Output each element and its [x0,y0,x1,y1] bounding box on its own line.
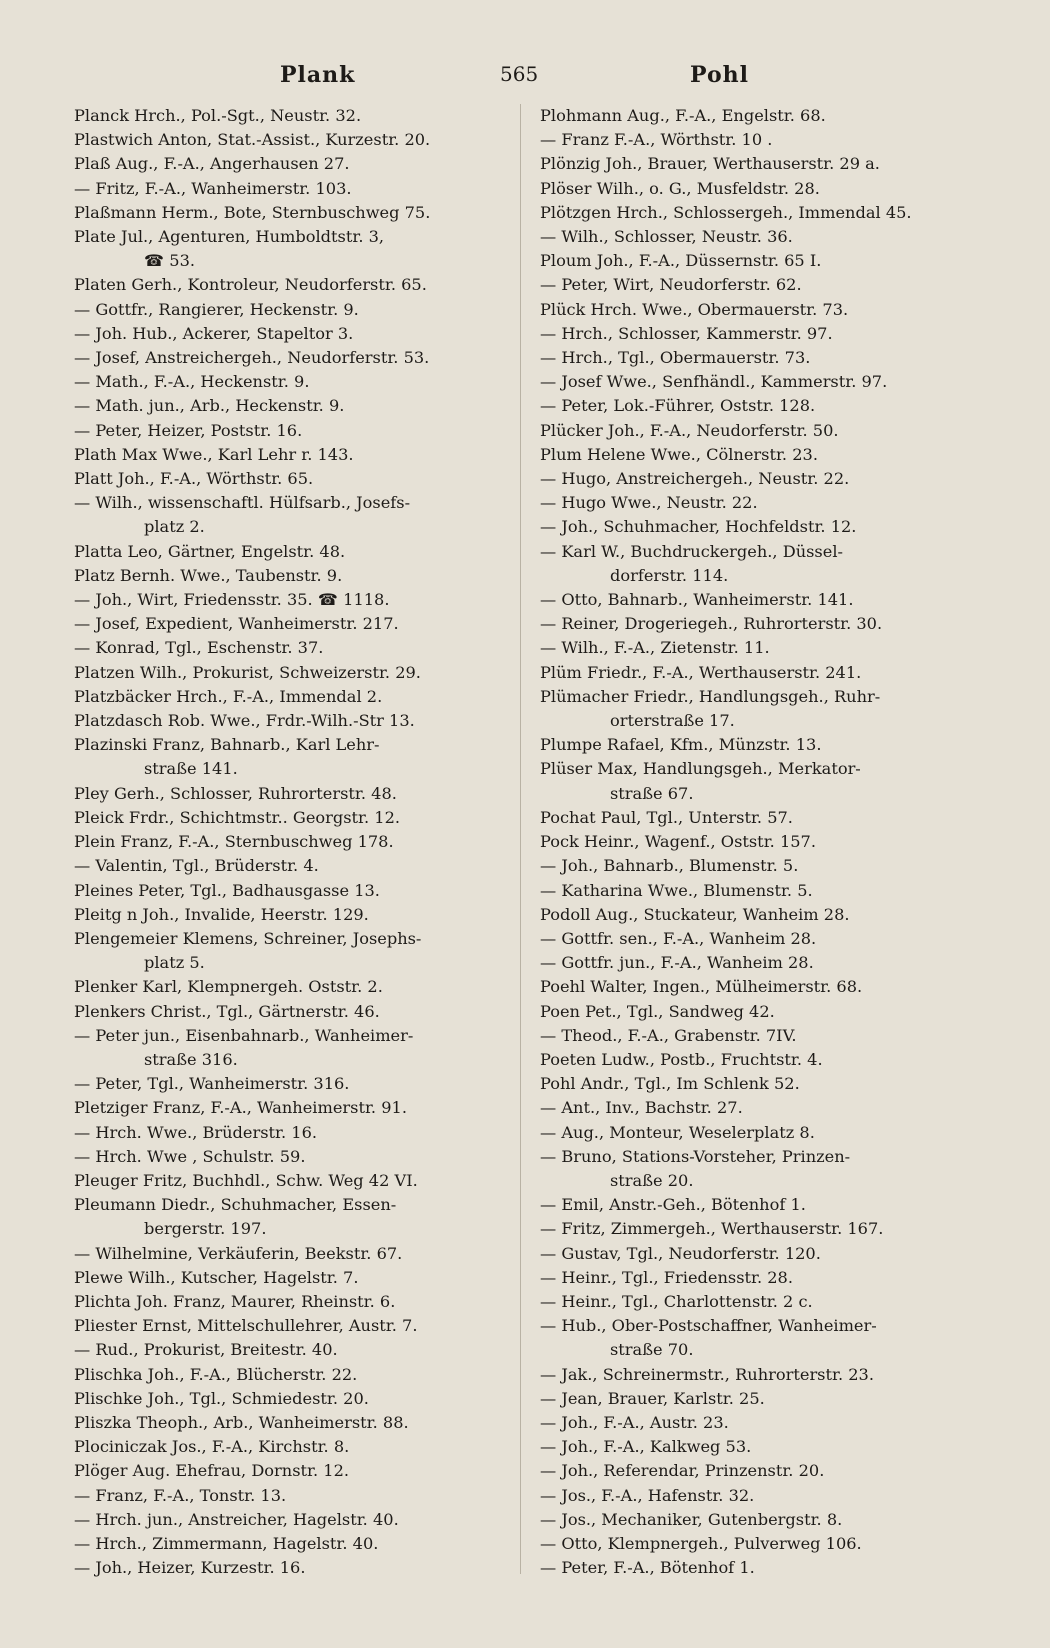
directory-entry: — Heinr., Tgl., Charlottenstr. 2 c. [540,1291,813,1311]
directory-entry: — Math., F.-A., Heckenstr. 9. [74,372,310,392]
directory-entry: — Hrch., Schlosser, Kammerstr. 97. [540,323,833,343]
directory-entry: — Joh., Wirt, Friedensstr. 35. ☎ 1118. [74,590,390,610]
directory-entry: Plischka Joh., F.-A., Blücherstr. 22. [74,1364,358,1384]
directory-entry: — Joh., F.-A., Kalkweg 53. [540,1437,752,1457]
directory-entry: — Otto, Bahnarb., Wanheimerstr. 141. [540,590,854,610]
directory-entry: — Peter, Wirt, Neudorferstr. 62. [540,275,802,295]
directory-entry: — Joh., Schuhmacher, Hochfeldstr. 12. [540,517,857,537]
directory-entry: Pliester Ernst, Mittelschullehrer, Austr. 7. [74,1316,418,1336]
directory-entry: — Konrad, Tgl., Eschenstr. 37. [74,638,324,658]
directory-entry: — Josef, Anstreichergeh., Neudorferstr. 53. [74,348,430,368]
directory-entry: Plümacher Friedr., Handlungsgeh., Ruhr- [540,686,881,706]
directory-entry: — Jean, Brauer, Karlstr. 25. [540,1388,765,1408]
directory-entry: — Reiner, Drogeriegeh., Ruhrorterstr. 30. [540,614,883,634]
directory-entry: Poeten Ludw., Postb., Fruchtstr. 4. [540,1049,823,1069]
directory-entry: — Gottfr. sen., F.-A., Wanheim 28. [540,928,817,948]
directory-entry: — Hrch., Zimmermann, Hagelstr. 40. [74,1533,379,1553]
directory-entry: Plaß Aug., F.-A., Angerhausen 27. [74,154,350,174]
directory-entry: — Hrch., Tgl., Obermauerstr. 73. [540,348,811,368]
directory-entry: — Hub., Ober-Postschaffner, Wanheimer- [540,1316,877,1336]
directory-entry: — Joh., F.-A., Austr. 23. [540,1412,729,1432]
directory-entry: — Hrch. Wwe , Schulstr. 59. [74,1146,306,1166]
directory-entry: Platzen Wilh., Prokurist, Schweizerstr. 29. [74,662,421,682]
directory-entry: — Wilh., F.-A., Zietenstr. 11. [540,638,770,658]
directory-entry: Plöger Aug. Ehefrau, Dornstr. 12. [74,1461,350,1481]
directory-entry: — Peter, Lok.-Führer, Oststr. 128. [540,396,816,416]
directory-entry: Pleuger Fritz, Buchhdl., Schw. Weg 42 VI. [74,1170,418,1190]
directory-entry: — Karl W., Buchdruckergeh., Düssel- [540,541,843,561]
directory-entry: — Gottfr. jun., F.-A., Wanheim 28. [540,953,814,973]
directory-entry: — Joh. Hub., Ackerer, Stapeltor 3. [74,323,354,343]
directory-entry: Plischke Joh., Tgl., Schmiedestr. 20. [74,1388,369,1408]
directory-entry: Poen Pet., Tgl., Sandweg 42. [540,1001,775,1021]
directory-entry: — Jos., F.-A., Hafenstr. 32. [540,1485,755,1505]
directory-entry: Plum Helene Wwe., Cölnerstr. 23. [540,444,818,464]
directory-entry: — Wilhelmine, Verkäuferin, Beekstr. 67. [74,1243,403,1263]
directory-entry: — Jos., Mechaniker, Gutenbergstr. 8. [540,1509,843,1529]
directory-entry: — Otto, Klempnergeh., Pulverweg 106. [540,1533,862,1553]
directory-entry: — Hrch. Wwe., Brüderstr. 16. [74,1122,318,1142]
directory-entry: Platzbäcker Hrch., F.-A., Immendal 2. [74,686,383,706]
directory-entry: — Theod., F.-A., Grabenstr. 7IV. [540,1025,797,1045]
directory-entry: platz 5. [144,953,205,973]
directory-entry: Plewe Wilh., Kutscher, Hagelstr. 7. [74,1267,359,1287]
directory-entry: — Hrch. jun., Anstreicher, Hagelstr. 40. [74,1509,399,1529]
directory-entry: Pley Gerh., Schlosser, Ruhrorterstr. 48. [74,783,397,803]
directory-entry: — Peter, Heizer, Poststr. 16. [74,420,303,440]
directory-entry: Pleick Frdr., Schichtmstr.. Georgstr. 12. [74,807,401,827]
directory-entry: Pleines Peter, Tgl., Badhausgasse 13. [74,880,380,900]
directory-entry: — Rud., Prokurist, Breitestr. 40. [74,1340,338,1360]
directory-entry: — Joh., Bahnarb., Blumenstr. 5. [540,856,799,876]
column-divider [520,104,521,1574]
directory-entry: Plötzgen Hrch., Schlossergeh., Immendal 45. [540,202,912,222]
directory-entry: — Emil, Anstr.-Geh., Bötenhof 1. [540,1195,806,1215]
directory-entry: dorferstr. 114. [610,565,729,585]
directory-entry: Plücker Joh., F.-A., Neudorferstr. 50. [540,420,839,440]
directory-entry: — Franz, F.-A., Tonstr. 13. [74,1485,287,1505]
directory-entry: Plichta Joh. Franz, Maurer, Rheinstr. 6. [74,1291,396,1311]
directory-entry: — Jak., Schreinermstr., Ruhrorterstr. 23. [540,1364,874,1384]
directory-entry: Plein Franz, F.-A., Sternbuschweg 178. [74,832,394,852]
directory-entry: — Bruno, Stations-Vorsteher, Prinzen- [540,1146,851,1166]
directory-entry: — Wilh., wissenschaftl. Hülfsarb., Josefs- [74,493,411,513]
directory-entry: — Fritz, F.-A., Wanheimerstr. 103. [74,178,352,198]
directory-entry: Plath Max Wwe., Karl Lehr r. 143. [74,444,354,464]
directory-entry: — Peter, F.-A., Bötenhof 1. [540,1558,755,1578]
directory-entry: Plenkers Christ., Tgl., Gärtnerstr. 46. [74,1001,380,1021]
directory-entry: — Valentin, Tgl., Brüderstr. 4. [74,856,319,876]
directory-entry: Pohl Andr., Tgl., Im Schlenk 52. [540,1074,800,1094]
directory-entry: Plöser Wilh., o. G., Musfeldstr. 28. [540,178,820,198]
directory-entry: straße 316. [144,1049,238,1069]
directory-entry: — Joh., Referendar, Prinzenstr. 20. [540,1461,825,1481]
directory-entry: Podoll Aug., Stuckateur, Wanheim 28. [540,904,850,924]
directory-entry: Plohmann Aug., F.-A., Engelstr. 68. [540,106,826,125]
directory-entry: — Fritz, Zimmergeh., Werthauserstr. 167. [540,1219,884,1239]
directory-entry: Plönzig Joh., Brauer, Werthauserstr. 29 a. [540,154,880,174]
directory-entry: — Josef, Expedient, Wanheimerstr. 217. [74,614,399,634]
right-column [540,104,990,1580]
directory-entry: Plazinski Franz, Bahnarb., Karl Lehr- [74,735,380,755]
directory-entry: Plengemeier Klemens, Schreiner, Josephs- [74,928,422,948]
directory-entry: — Hugo, Anstreichergeh., Neustr. 22. [540,469,850,489]
directory-entry: — Peter jun., Eisenbahnarb., Wanheimer- [74,1025,414,1045]
directory-entry: Pliszka Theoph., Arb., Wanheimerstr. 88. [74,1412,409,1432]
directory-entry: Plumpe Rafael, Kfm., Münzstr. 13. [540,735,822,755]
directory-entry: Pleitg n Joh., Invalide, Heerstr. 129. [74,904,369,924]
directory-entry: — Ant., Inv., Bachstr. 27. [540,1098,743,1118]
directory-entry: Plüser Max, Handlungsgeh., Merkator- [540,759,861,779]
directory-entry: Plüm Friedr., F.-A., Werthauserstr. 241. [540,662,862,682]
directory-entry: Plück Hrch. Wwe., Obermauerstr. 73. [540,299,849,319]
directory-entry: straße 20. [610,1170,694,1190]
directory-entry: — Math. jun., Arb., Heckenstr. 9. [74,396,345,416]
directory-entry: straße 141. [144,759,238,779]
directory-entry: — Wilh., Schlosser, Neustr. 36. [540,227,793,247]
directory-entry: Poehl Walter, Ingen., Mülheimerstr. 68. [540,977,863,997]
directory-entry: Pletziger Franz, F.-A., Wanheimerstr. 91. [74,1098,407,1118]
directory-entry: Plociniczak Jos., F.-A., Kirchstr. 8. [74,1437,350,1457]
directory-entry: Platt Joh., F.-A., Wörthstr. 65. [74,469,314,489]
directory-entry: — Aug., Monteur, Weselerplatz 8. [540,1122,815,1142]
directory-entry: — Franz F.-A., Wörthstr. 10 . [540,130,773,150]
directory-entry: — Gustav, Tgl., Neudorferstr. 120. [540,1243,821,1263]
directory-entry: Plate Jul., Agenturen, Humboldtstr. 3, [74,227,385,247]
directory-entry: — Heinr., Tgl., Friedensstr. 28. [540,1267,794,1287]
directory-entry: Plenker Karl, Klempnergeh. Oststr. 2. [74,977,383,997]
directory-entry: Pock Heinr., Wagenf., Oststr. 157. [540,832,816,852]
running-header [60,62,1010,96]
directory-entry: — Katharina Wwe., Blumenstr. 5. [540,880,813,900]
directory-entry: Platta Leo, Gärtner, Engelstr. 48. [74,541,346,561]
header-first-name: Plank [280,62,356,88]
directory-entry: — Joh., Heizer, Kurzestr. 16. [74,1558,306,1578]
directory-entry: straße 67. [610,783,694,803]
directory-entry: Planck Hrch., Pol.-Sgt., Neustr. 32. [74,106,362,125]
directory-entry: orterstraße 17. [610,711,735,731]
directory-entry: straße 70. [610,1340,694,1360]
directory-entry: Plastwich Anton, Stat.-Assist., Kurzestr. 20. [74,130,431,150]
directory-entry: Pleumann Diedr., Schuhmacher, Essen- [74,1195,397,1215]
directory-entry: Plaßmann Herm., Bote, Sternbuschweg 75. [74,202,431,222]
header-last-name: Pohl [690,62,749,88]
directory-entry: platz 2. [144,517,205,537]
directory-entry: bergerstr. 197. [144,1219,267,1239]
directory-entry: Platen Gerh., Kontroleur, Neudorferstr. 65. [74,275,427,295]
directory-entry: — Gottfr., Rangierer, Heckenstr. 9. [74,299,359,319]
directory-entry: Pochat Paul, Tgl., Unterstr. 57. [540,807,793,827]
directory-entry: Ploum Joh., F.-A., Düssernstr. 65 I. [540,251,822,271]
directory-entry: — Peter, Tgl., Wanheimerstr. 316. [74,1074,350,1094]
directory-entry: — Josef Wwe., Senfhändl., Kammerstr. 97. [540,372,888,392]
left-column [74,104,514,1580]
directory-entry: Platzdasch Rob. Wwe., Frdr.-Wilh.-Str 13. [74,711,415,731]
directory-entry: ☎ 53. [144,251,196,271]
directory-entry: — Hugo Wwe., Neustr. 22. [540,493,758,513]
directory-entry: Platz Bernh. Wwe., Taubenstr. 9. [74,565,343,585]
page-number: 565 [500,62,539,86]
